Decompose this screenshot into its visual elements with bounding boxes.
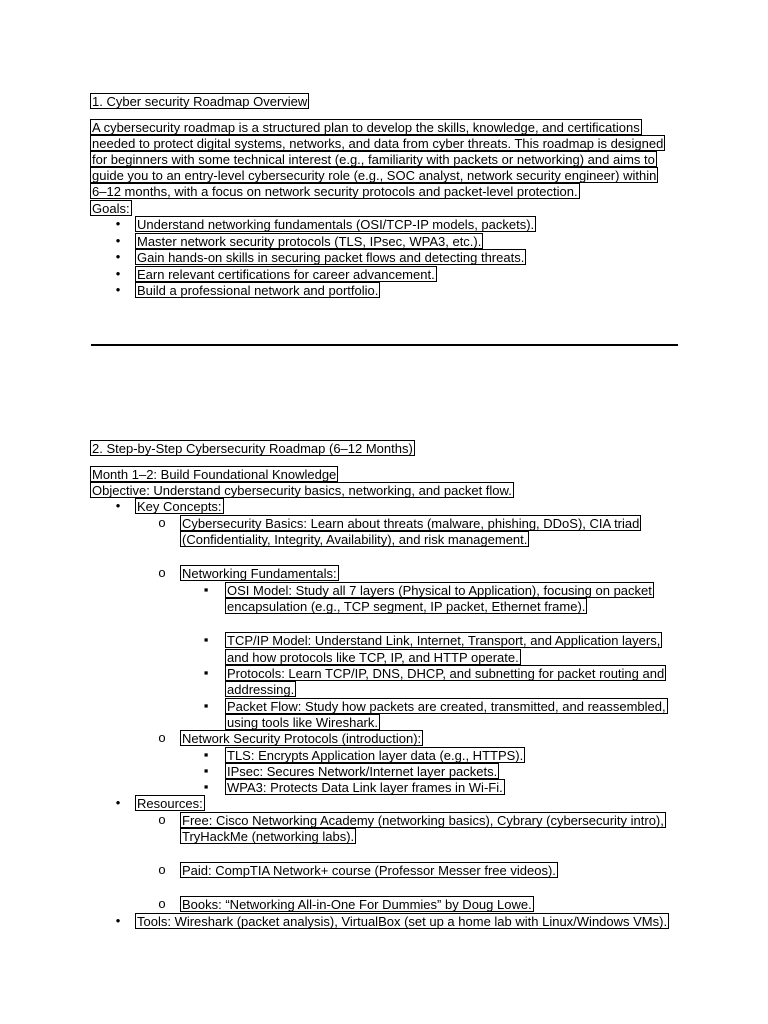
bullet-marker: • <box>115 795 121 810</box>
month-title: Month 1–2: Build Foundational Knowledge <box>92 467 337 482</box>
bullet-marker: • <box>115 249 121 264</box>
square-marker: ▪ <box>203 779 209 794</box>
intro-line: guide you to an entry-level cybersecurity role (e.g., SOC analyst, network security engineer) within <box>92 168 657 183</box>
square-marker: ▪ <box>203 747 209 762</box>
square-marker: ▪ <box>203 763 209 778</box>
packet-flow-line: Packet Flow: Study how packets are created, transmitted, and reassembled, <box>227 699 666 714</box>
goal-item: Gain hands-on skills in securing packet flows and detecting threats. <box>137 250 525 265</box>
goals-label: Goals: <box>92 201 130 216</box>
basics-line: (Confidentiality, Integrity, Availability), and risk management. <box>182 532 528 547</box>
nsp-item: IPsec: Secures Network/Internet layer packets. <box>227 764 498 779</box>
goal-item: Build a professional network and portfolio. <box>137 283 379 298</box>
osi-line: OSI Model: Study all 7 layers (Physical to Application), focusing on packet <box>227 583 652 598</box>
square-marker: ▪ <box>203 632 209 647</box>
basics-line: Cybersecurity Basics: Learn about threats (malware, phishing, DDoS), CIA triad <box>182 516 640 531</box>
tcpip-line: TCP/IP Model: Understand Link, Internet, Transport, and Application layers, <box>227 633 661 648</box>
nsp-item: WPA3: Protects Data Link layer frames in Wi-Fi. <box>227 780 503 795</box>
nsp-item: TLS: Encrypts Application layer data (e.g., HTTPS). <box>227 748 524 763</box>
intro-line: 6–12 months, with a focus on network security protocols and packet-level protection. <box>92 184 578 199</box>
tools-line: Tools: Wireshark (packet analysis), VirtualBox (set up a home lab with Linux/Windows VMs). <box>137 914 668 929</box>
circle-marker: o <box>158 812 166 827</box>
circle-marker: o <box>158 730 166 745</box>
circle-marker: o <box>158 515 166 530</box>
protocols-line: Protocols: Learn TCP/IP, DNS, DHCP, and subnetting for packet routing and <box>227 666 665 681</box>
square-marker: ▪ <box>203 665 209 680</box>
goal-item: Understand networking fundamentals (OSI/TCP-IP models, packets). <box>137 217 535 232</box>
key-concepts-label: Key Concepts: <box>137 499 222 514</box>
circle-marker: o <box>158 896 166 911</box>
section2-heading: 2. Step-by-Step Cybersecurity Roadmap (6–12 Months) <box>92 441 413 456</box>
circle-marker: o <box>158 862 166 877</box>
packet-flow-line: using tools like Wireshark. <box>227 715 378 730</box>
free-resource-line: Free: Cisco Networking Academy (networking basics), Cybrary (cybersecurity intro), <box>182 813 664 828</box>
section1-heading: 1. Cyber security Roadmap Overview <box>92 94 308 109</box>
square-marker: ▪ <box>203 582 209 597</box>
networking-fundamentals-label: Networking Fundamentals: <box>182 566 337 581</box>
square-marker: ▪ <box>203 698 209 713</box>
bullet-marker: • <box>115 216 121 231</box>
books-resource: Books: “Networking All-in-One For Dummies” by Doug Lowe. <box>182 897 532 912</box>
section-divider <box>91 344 678 346</box>
tcpip-line: and how protocols like TCP, IP, and HTTP operate. <box>227 650 519 665</box>
bullet-marker: • <box>115 498 121 513</box>
paid-resource: Paid: CompTIA Network+ course (Professor Messer free videos). <box>182 863 556 878</box>
resources-label: Resources: <box>137 796 203 811</box>
osi-line: encapsulation (e.g., TCP segment, IP packet, Ethernet frame). <box>227 599 586 614</box>
bullet-marker: • <box>115 266 121 281</box>
bullet-marker: • <box>115 913 121 928</box>
intro-line: A cybersecurity roadmap is a structured plan to develop the skills, knowledge, and certifications <box>92 120 640 135</box>
nsp-label: Network Security Protocols (introduction): <box>182 731 422 746</box>
circle-marker: o <box>158 565 166 580</box>
bullet-marker: • <box>115 282 121 297</box>
goal-item: Master network security protocols (TLS, IPsec, WPA3, etc.). <box>137 234 482 249</box>
intro-line: needed to protect digital systems, networks, and data from cyber threats. This roadmap is designed <box>92 136 664 151</box>
objective-text: Objective: Understand cybersecurity basics, networking, and packet flow. <box>92 483 512 498</box>
intro-line: for beginners with some technical interest (e.g., familiarity with packets or networking) and aims to <box>92 152 655 167</box>
protocols-line: addressing. <box>227 682 295 697</box>
free-resource-line: TryHackMe (networking labs). <box>182 829 355 844</box>
bullet-marker: • <box>115 233 121 248</box>
section1-intro-paragraph <box>90 119 674 199</box>
goal-item: Earn relevant certifications for career advancement. <box>137 267 435 282</box>
